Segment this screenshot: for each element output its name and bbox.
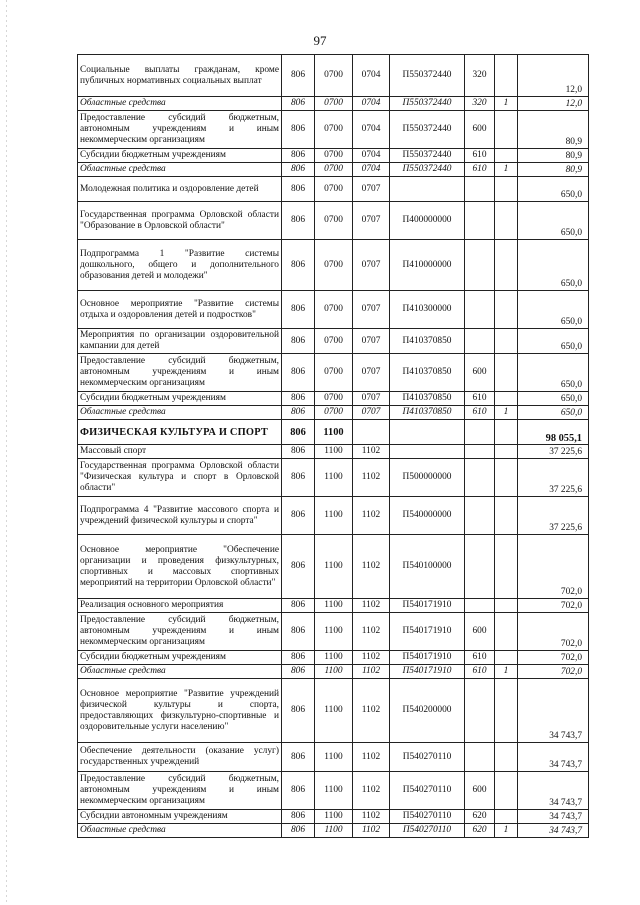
fund-code-cell	[495, 743, 518, 772]
section-code-cell: 0700	[315, 240, 353, 291]
table-row	[78, 459, 589, 497]
row-name-cell: Предоставление субсидий бюджетным, автономным учреждениям и иным некоммерческим организациям	[78, 111, 282, 149]
table-row	[78, 177, 589, 202]
subsection-code-cell: 0707	[353, 329, 390, 354]
expense-type-cell: 600	[465, 613, 495, 651]
subsection-code-cell: 0707	[353, 202, 390, 240]
section-code-cell: 1100	[315, 420, 353, 445]
grbs-code-cell: 806	[282, 149, 315, 163]
row-name-cell: Субсидии бюджетным учреждениям	[78, 651, 282, 665]
target-article-cell: П540171910	[390, 599, 465, 613]
subsection-code-cell: 0707	[353, 177, 390, 202]
grbs-code-cell: 806	[282, 824, 315, 838]
table-row	[78, 613, 589, 651]
subsection-code-cell: 0704	[353, 163, 390, 177]
target-article-cell: П500000000	[390, 459, 465, 497]
fund-code-cell	[495, 149, 518, 163]
section-code-cell: 1100	[315, 535, 353, 599]
row-name-cell: Обеспечение деятельности (оказание услуг) государственных учреждений	[78, 743, 282, 772]
table-row	[78, 679, 589, 743]
expense-type-cell	[465, 177, 495, 202]
section-code-cell: 1100	[315, 679, 353, 743]
grbs-code-cell: 806	[282, 329, 315, 354]
grbs-code-cell: 806	[282, 163, 315, 177]
subsection-code-cell: 1102	[353, 535, 390, 599]
row-name-cell: Предоставление субсидий бюджетным, автономным учреждениям и иным некоммерческим организациям	[78, 772, 282, 810]
section-code-cell: 0700	[315, 177, 353, 202]
fund-code-cell	[495, 420, 518, 445]
expense-type-cell: 610	[465, 665, 495, 679]
grbs-code-cell: 806	[282, 810, 315, 824]
table-row	[78, 406, 589, 420]
grbs-code-cell: 806	[282, 497, 315, 535]
fund-code-cell	[495, 599, 518, 613]
amount-cell: 34 743,7	[518, 743, 589, 772]
row-name-cell: Предоставление субсидий бюджетным, автономным учреждениям и иным некоммерческим организациям	[78, 613, 282, 651]
target-article-cell: П540270110	[390, 824, 465, 838]
fund-code-cell	[495, 535, 518, 599]
table-row	[78, 824, 589, 838]
row-name-cell: Предоставление субсидий бюджетным, автономным учреждениям и иным некоммерческим организациям	[78, 354, 282, 392]
fund-code-cell	[495, 111, 518, 149]
target-article-cell: П400000000	[390, 202, 465, 240]
amount-cell: 702,0	[518, 599, 589, 613]
expense-type-cell	[465, 679, 495, 743]
table-row	[78, 420, 589, 445]
expense-type-cell	[465, 459, 495, 497]
row-name-cell: Социальные выплаты гражданам, кроме публичных нормативных социальных выплат	[78, 55, 282, 97]
subsection-code-cell: 1102	[353, 599, 390, 613]
subsection-code-cell: 1102	[353, 459, 390, 497]
subsection-code-cell: 1102	[353, 497, 390, 535]
subsection-code-cell: 0707	[353, 392, 390, 406]
grbs-code-cell: 806	[282, 613, 315, 651]
subsection-code-cell: 0704	[353, 149, 390, 163]
expense-type-cell	[465, 535, 495, 599]
table-row	[78, 599, 589, 613]
target-article-cell	[390, 177, 465, 202]
fund-code-cell	[495, 291, 518, 329]
amount-cell: 702,0	[518, 665, 589, 679]
table-row	[78, 97, 589, 111]
subsection-code-cell: 1102	[353, 679, 390, 743]
fund-code-cell	[495, 240, 518, 291]
target-article-cell: П410370850	[390, 354, 465, 392]
expense-type-cell: 610	[465, 149, 495, 163]
table-row	[78, 240, 589, 291]
amount-cell: 650,0	[518, 240, 589, 291]
amount-cell: 650,0	[518, 202, 589, 240]
amount-cell: 37 225,6	[518, 445, 589, 459]
expense-type-cell	[465, 497, 495, 535]
fund-code-cell	[495, 329, 518, 354]
grbs-code-cell: 806	[282, 679, 315, 743]
target-article-cell: П550372440	[390, 97, 465, 111]
amount-cell: 37 225,6	[518, 459, 589, 497]
subsection-code-cell: 0704	[353, 111, 390, 149]
amount-cell: 80,9	[518, 149, 589, 163]
grbs-code-cell: 806	[282, 743, 315, 772]
amount-cell: 98 055,1	[518, 420, 589, 445]
amount-cell: 80,9	[518, 163, 589, 177]
expense-type-cell	[465, 445, 495, 459]
subsection-code-cell: 0707	[353, 406, 390, 420]
target-article-cell: П540171910	[390, 651, 465, 665]
fund-code-cell	[495, 392, 518, 406]
fund-code-cell: 1	[495, 163, 518, 177]
section-code-cell: 0700	[315, 55, 353, 97]
table-row	[78, 651, 589, 665]
amount-cell: 650,0	[518, 406, 589, 420]
target-article-cell: П550372440	[390, 55, 465, 97]
row-name-cell: ФИЗИЧЕСКАЯ КУЛЬТУРА И СПОРТ	[78, 420, 282, 445]
amount-cell: 650,0	[518, 329, 589, 354]
section-code-cell: 0700	[315, 202, 353, 240]
table-row	[78, 149, 589, 163]
subsection-code-cell: 1102	[353, 810, 390, 824]
table-row	[78, 163, 589, 177]
fund-code-cell	[495, 651, 518, 665]
expense-type-cell: 600	[465, 772, 495, 810]
row-name-cell: Основное мероприятие "Развитие системы отдыха и оздоровления детей и подростков"	[78, 291, 282, 329]
section-code-cell: 1100	[315, 445, 353, 459]
fund-code-cell	[495, 679, 518, 743]
table-row	[78, 743, 589, 772]
subsection-code-cell: 1102	[353, 824, 390, 838]
expense-type-cell: 320	[465, 97, 495, 111]
grbs-code-cell: 806	[282, 772, 315, 810]
target-article-cell: П410000000	[390, 240, 465, 291]
row-name-cell: Подпрограмма 4 "Развитие массового спорта и учреждений физической культуры и спорта"	[78, 497, 282, 535]
table-row	[78, 354, 589, 392]
target-article-cell: П410300000	[390, 291, 465, 329]
row-name-cell: Областные средства	[78, 97, 282, 111]
expense-type-cell: 620	[465, 810, 495, 824]
section-code-cell: 1100	[315, 665, 353, 679]
target-article-cell: П540171910	[390, 613, 465, 651]
section-code-cell: 0700	[315, 97, 353, 111]
fund-code-cell	[495, 810, 518, 824]
subsection-code-cell: 1102	[353, 665, 390, 679]
grbs-code-cell: 806	[282, 599, 315, 613]
target-article-cell	[390, 445, 465, 459]
fund-code-cell: 1	[495, 406, 518, 420]
subsection-code-cell: 1102	[353, 445, 390, 459]
table-row	[78, 810, 589, 824]
target-article-cell: П550372440	[390, 149, 465, 163]
table-row	[78, 497, 589, 535]
expense-type-cell	[465, 329, 495, 354]
section-code-cell: 1100	[315, 651, 353, 665]
section-code-cell: 1100	[315, 599, 353, 613]
expense-type-cell	[465, 420, 495, 445]
grbs-code-cell: 806	[282, 392, 315, 406]
row-name-cell: Массовый спорт	[78, 445, 282, 459]
page-number: 97	[313, 33, 327, 48]
amount-cell: 12,0	[518, 97, 589, 111]
target-article-cell: П540000000	[390, 497, 465, 535]
expense-type-cell: 610	[465, 406, 495, 420]
grbs-code-cell: 806	[282, 202, 315, 240]
row-name-cell: Государственная программа Орловской области "Образование в Орловской области"	[78, 202, 282, 240]
grbs-code-cell: 806	[282, 97, 315, 111]
target-article-cell: П540270110	[390, 743, 465, 772]
fund-code-cell: 1	[495, 97, 518, 111]
grbs-code-cell: 806	[282, 445, 315, 459]
target-article-cell: П410370850	[390, 329, 465, 354]
fund-code-cell	[495, 55, 518, 97]
row-name-cell: Реализация основного мероприятия	[78, 599, 282, 613]
target-article-cell: П550372440	[390, 163, 465, 177]
row-name-cell: Мероприятия по организации оздоровительной кампании для детей	[78, 329, 282, 354]
fund-code-cell	[495, 445, 518, 459]
amount-cell: 650,0	[518, 291, 589, 329]
table-row	[78, 392, 589, 406]
expense-type-cell: 600	[465, 111, 495, 149]
amount-cell: 702,0	[518, 535, 589, 599]
amount-cell: 12,0	[518, 55, 589, 97]
grbs-code-cell: 806	[282, 459, 315, 497]
row-name-cell: Молодежная политика и оздоровление детей	[78, 177, 282, 202]
expense-type-cell: 610	[465, 392, 495, 406]
target-article-cell: П410370850	[390, 392, 465, 406]
table-row	[78, 291, 589, 329]
row-name-cell: Подпрограмма 1 "Развитие системы дошкольного, общего и дополнительного образования детей и молодежи"	[78, 240, 282, 291]
target-article-cell: П540270110	[390, 772, 465, 810]
target-article-cell: П540270110	[390, 810, 465, 824]
row-name-cell: Субсидии автономным учреждениям	[78, 810, 282, 824]
fund-code-cell	[495, 772, 518, 810]
fund-code-cell	[495, 202, 518, 240]
grbs-code-cell: 806	[282, 651, 315, 665]
subsection-code-cell: 0707	[353, 291, 390, 329]
grbs-code-cell: 806	[282, 354, 315, 392]
fund-code-cell	[495, 497, 518, 535]
row-name-cell: Субсидии бюджетным учреждениям	[78, 149, 282, 163]
amount-cell: 80,9	[518, 111, 589, 149]
fund-code-cell: 1	[495, 665, 518, 679]
amount-cell: 650,0	[518, 392, 589, 406]
subsection-code-cell: 1102	[353, 772, 390, 810]
grbs-code-cell: 806	[282, 535, 315, 599]
target-article-cell: П550372440	[390, 111, 465, 149]
section-code-cell: 1100	[315, 824, 353, 838]
target-article-cell: П410370850	[390, 406, 465, 420]
fund-code-cell	[495, 177, 518, 202]
row-name-cell: Областные средства	[78, 824, 282, 838]
table-row	[78, 445, 589, 459]
row-name-cell: Государственная программа Орловской области "Физическая культура и спорт в Орловской области"	[78, 459, 282, 497]
scan-edge-artifact	[6, 0, 7, 905]
target-article-cell: П540200000	[390, 679, 465, 743]
target-article-cell: П540171910	[390, 665, 465, 679]
fund-code-cell	[495, 354, 518, 392]
table-row	[78, 329, 589, 354]
row-name-cell: Основное мероприятие "Развитие учреждений физической культуры и спорта, предоставляющих физкультурно-спортивные и оздоровительные услуги населению"	[78, 679, 282, 743]
section-code-cell: 1100	[315, 743, 353, 772]
expense-type-cell: 610	[465, 163, 495, 177]
amount-cell: 34 743,7	[518, 772, 589, 810]
expense-type-cell	[465, 202, 495, 240]
fund-code-cell: 1	[495, 824, 518, 838]
row-name-cell: Областные средства	[78, 406, 282, 420]
section-code-cell: 1100	[315, 772, 353, 810]
fund-code-cell	[495, 613, 518, 651]
section-code-cell: 0700	[315, 149, 353, 163]
grbs-code-cell: 806	[282, 420, 315, 445]
amount-cell: 37 225,6	[518, 497, 589, 535]
grbs-code-cell: 806	[282, 291, 315, 329]
table-row	[78, 535, 589, 599]
grbs-code-cell: 806	[282, 240, 315, 291]
section-code-cell: 0700	[315, 392, 353, 406]
subsection-code-cell: 0707	[353, 354, 390, 392]
amount-cell: 702,0	[518, 613, 589, 651]
section-code-cell: 1100	[315, 459, 353, 497]
subsection-code-cell: 1102	[353, 743, 390, 772]
expense-type-cell	[465, 599, 495, 613]
expense-type-cell: 320	[465, 55, 495, 97]
section-code-cell: 1100	[315, 497, 353, 535]
expense-type-cell: 600	[465, 354, 495, 392]
section-code-cell: 0700	[315, 291, 353, 329]
row-name-cell: Областные средства	[78, 163, 282, 177]
amount-cell: 702,0	[518, 651, 589, 665]
subsection-code-cell: 0704	[353, 97, 390, 111]
row-name-cell: Основное мероприятие "Обеспечение организации и проведения физкультурных, спортивных и массовых спортивных мероприятий на территории Орловской области"	[78, 535, 282, 599]
section-code-cell: 1100	[315, 810, 353, 824]
section-code-cell: 0700	[315, 111, 353, 149]
expense-type-cell	[465, 240, 495, 291]
subsection-code-cell: 0704	[353, 55, 390, 97]
amount-cell: 650,0	[518, 177, 589, 202]
amount-cell: 34 743,7	[518, 824, 589, 838]
expense-type-cell: 620	[465, 824, 495, 838]
grbs-code-cell: 806	[282, 665, 315, 679]
expense-type-cell	[465, 743, 495, 772]
grbs-code-cell: 806	[282, 406, 315, 420]
subsection-code-cell: 0707	[353, 240, 390, 291]
section-code-cell: 0700	[315, 354, 353, 392]
amount-cell: 650,0	[518, 354, 589, 392]
amount-cell: 34 743,7	[518, 810, 589, 824]
grbs-code-cell: 806	[282, 55, 315, 97]
grbs-code-cell: 806	[282, 111, 315, 149]
fund-code-cell	[495, 459, 518, 497]
section-code-cell: 0700	[315, 329, 353, 354]
table-row	[78, 55, 589, 97]
section-code-cell: 0700	[315, 406, 353, 420]
amount-cell: 34 743,7	[518, 679, 589, 743]
table-row	[78, 665, 589, 679]
grbs-code-cell: 806	[282, 177, 315, 202]
expense-type-cell	[465, 291, 495, 329]
target-article-cell	[390, 420, 465, 445]
subsection-code-cell	[353, 420, 390, 445]
table-row	[78, 772, 589, 810]
target-article-cell: П540100000	[390, 535, 465, 599]
section-code-cell: 0700	[315, 163, 353, 177]
table-row	[78, 202, 589, 240]
subsection-code-cell: 1102	[353, 651, 390, 665]
row-name-cell: Субсидии бюджетным учреждениям	[78, 392, 282, 406]
section-code-cell: 1100	[315, 613, 353, 651]
subsection-code-cell: 1102	[353, 613, 390, 651]
row-name-cell: Областные средства	[78, 665, 282, 679]
expense-type-cell: 610	[465, 651, 495, 665]
table-row	[78, 111, 589, 149]
budget-table	[77, 54, 589, 838]
